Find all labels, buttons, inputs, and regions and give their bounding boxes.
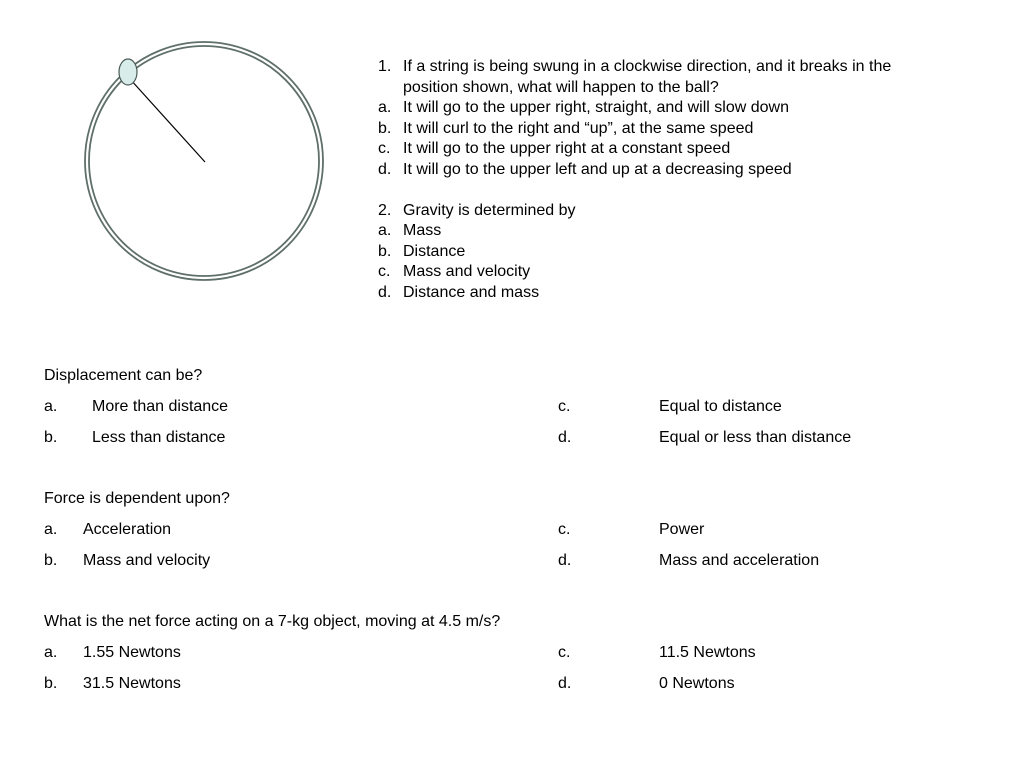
q2-option-c: c. Mass and velocity bbox=[378, 263, 531, 280]
q1-option-c: c. It will go to the upper right at a constant speed bbox=[378, 140, 731, 157]
option-a-marker: a. bbox=[44, 398, 58, 415]
option-b-marker: b. bbox=[44, 429, 58, 446]
option-d-marker: d. bbox=[558, 429, 572, 446]
q1-text-line1: If a string is being swung in a clockwise direction, and it breaks in the bbox=[403, 58, 892, 75]
option-a-text: 1.55 Newtons bbox=[83, 644, 181, 661]
list-gap bbox=[378, 180, 998, 201]
option-c-marker: c. bbox=[558, 521, 571, 538]
option-a-text: More than distance bbox=[92, 398, 229, 415]
option-a-marker: a. bbox=[44, 521, 58, 538]
q1-option-b: b. It will curl to the right and “up”, at the same speed bbox=[378, 119, 754, 137]
option-c-text: Equal to distance bbox=[659, 398, 782, 415]
option-a-text: Acceleration bbox=[83, 521, 172, 538]
q1-option-a: a. It will go to the upper right, straight, and will slow down bbox=[378, 99, 789, 116]
option-d-text: Equal or less than distance bbox=[659, 429, 852, 446]
q2-option-d: d. Distance and mass bbox=[378, 283, 540, 301]
option-b-text: Mass and velocity bbox=[83, 552, 211, 569]
string-line bbox=[130, 79, 205, 162]
circular-motion-diagram bbox=[78, 36, 334, 292]
q1-line2 bbox=[378, 78, 998, 99]
q2-line bbox=[378, 201, 998, 222]
option-c-text: Power bbox=[659, 521, 705, 538]
option-c-marker: c. bbox=[558, 398, 571, 415]
option-b-text: Less than distance bbox=[92, 429, 226, 446]
option-d-marker: d. bbox=[558, 675, 572, 692]
option-d-text: 0 Newtons bbox=[659, 675, 735, 692]
question-title: What is the net force acting on a 7-kg object, moving at 4.5 m/s? bbox=[44, 613, 501, 630]
q1-line1 bbox=[378, 57, 998, 78]
option-b-text: 31.5 Newtons bbox=[83, 675, 181, 692]
option-a-marker: a. bbox=[44, 644, 58, 661]
option-d-text: Mass and acceleration bbox=[659, 552, 820, 569]
option-c-marker: c. bbox=[558, 644, 571, 661]
question-title: Force is dependent upon? bbox=[44, 490, 230, 507]
q1-option-d: d. It will go to the upper left and up at a decreasing speed bbox=[378, 160, 792, 178]
option-b-marker: b. bbox=[44, 675, 58, 692]
top-question-list bbox=[378, 57, 998, 303]
q1-text-line2: position shown, what will happen to the ball? bbox=[403, 78, 719, 96]
option-d-marker: d. bbox=[558, 552, 572, 569]
q2-option-b: b. Distance bbox=[378, 242, 466, 260]
q2-option-a: a. Mass bbox=[378, 222, 442, 239]
q2-number: 2. bbox=[378, 201, 392, 219]
option-b-marker: b. bbox=[44, 552, 58, 569]
option-c-text: 11.5 Newtons bbox=[659, 644, 756, 661]
q2-text: Gravity is determined by bbox=[403, 201, 576, 219]
q1-number: 1. bbox=[378, 58, 392, 75]
question-title: Displacement can be? bbox=[44, 367, 203, 384]
ball bbox=[119, 59, 137, 85]
